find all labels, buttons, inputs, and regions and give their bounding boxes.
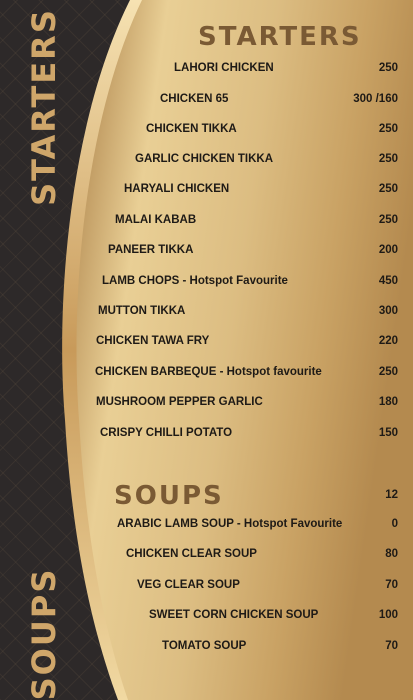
menu-item-name: MUSHROOM PEPPER GARLIC bbox=[96, 396, 263, 408]
menu-item-name: VEG CLEAR SOUP bbox=[137, 579, 240, 591]
menu-item-name: CRISPY CHILLI POTATO bbox=[100, 427, 233, 439]
menu-item-price: 250 bbox=[378, 153, 398, 165]
side-label-soups: SOUPS bbox=[25, 567, 63, 700]
menu-item-name: CHICKEN 65 bbox=[160, 93, 229, 105]
menu-item-price: 300 bbox=[378, 305, 398, 317]
menu-item-name: CHICKEN BARBEQUE - Hotspot favourite bbox=[95, 366, 322, 378]
menu-item-name: ARABIC LAMB SOUP - Hotspot Favourite bbox=[117, 518, 343, 530]
menu-item-price: 250 bbox=[378, 123, 398, 135]
menu-item-name: LAHORI CHICKEN bbox=[174, 62, 274, 74]
menu-item-price: 300 /160 bbox=[353, 93, 398, 105]
menu-item-name: PANEER TIKKA bbox=[108, 244, 194, 256]
menu-item-name: MUTTON TIKKA bbox=[98, 305, 186, 317]
menu-item-price: 70 bbox=[385, 640, 398, 652]
menu-item-name: LAMB CHOPS - Hotspot Favourite bbox=[102, 275, 288, 287]
menu-item-price: 450 bbox=[378, 275, 398, 287]
menu-item-price: 0 bbox=[391, 518, 398, 530]
menu-item-name: CHICKEN TAWA FRY bbox=[96, 335, 210, 347]
menu-item-name: SWEET CORN CHICKEN SOUP bbox=[149, 609, 319, 621]
menu-item-price: 250 bbox=[378, 214, 398, 226]
menu-item-name: TOMATO SOUP bbox=[162, 640, 247, 652]
menu-item-name: CHICKEN CLEAR SOUP bbox=[126, 548, 257, 560]
starters-heading: STARTERS bbox=[198, 22, 362, 52]
menu-item-price: 220 bbox=[378, 335, 398, 347]
menu-item-name: MALAI KABAB bbox=[115, 214, 197, 226]
side-label-starters: STARTERS bbox=[25, 8, 63, 206]
menu-item-name: HARYALI CHICKEN bbox=[124, 183, 230, 195]
menu-item-price: 70 bbox=[385, 579, 398, 591]
menu-item-price: 180 bbox=[378, 396, 398, 408]
menu-item-price: 100 bbox=[378, 609, 398, 621]
menu-item-price: 250 bbox=[378, 183, 398, 195]
menu-item-name: CHICKEN TIKKA bbox=[146, 123, 237, 135]
menu-item-price: 250 bbox=[378, 62, 398, 74]
soups-heading-price: 12 bbox=[385, 489, 398, 501]
menu-item-price: 250 bbox=[378, 366, 398, 378]
menu-item-price: 80 bbox=[385, 548, 398, 560]
menu-item-name: GARLIC CHICKEN TIKKA bbox=[135, 153, 273, 165]
menu-item-price: 200 bbox=[378, 244, 398, 256]
menu-item-price: 150 bbox=[378, 427, 398, 439]
soups-heading: SOUPS bbox=[114, 481, 224, 511]
